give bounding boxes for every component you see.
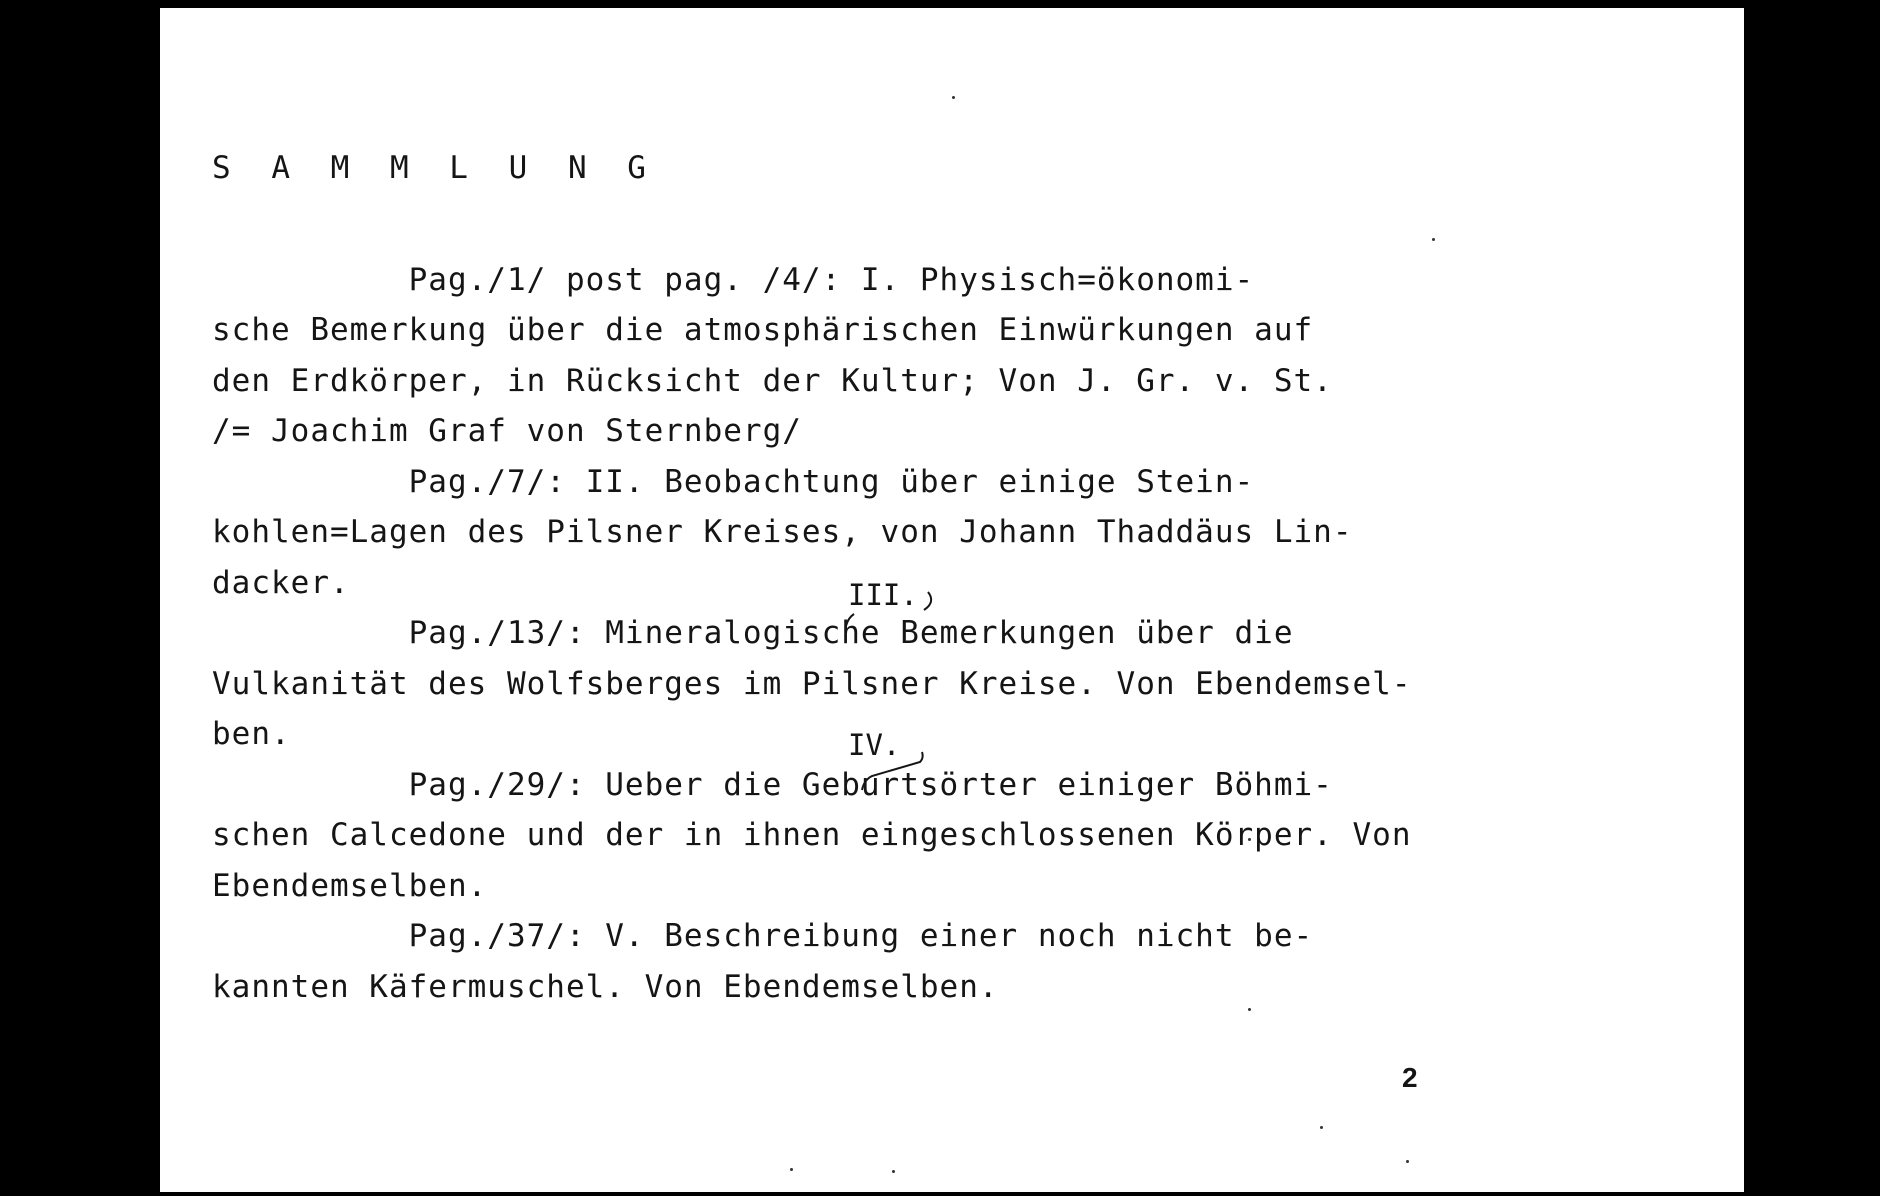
scan-speck [790,1168,793,1171]
text-line-6: kohlen=Lagen des Pilsner Kreises, von Johann Thaddäus Lin- [212,514,1353,550]
text-line-1: Pag./1/ post pag. /4/: I. Physisch=ökonomi- [212,262,1255,298]
handwritten-insert-III: III. [848,578,918,612]
scan-speck [952,96,955,99]
handwritten-insert-IV: IV. [848,728,901,762]
text-line-9: Vulkanität des Wolfsberges im Pilsner Kreise. Von Ebendemsel- [212,666,1412,702]
text-line-3: den Erdkörper, in Rücksicht der Kultur; Von J. Gr. v. St. [212,363,1333,399]
text-line-10: ben. [212,716,291,752]
text-line-12: schen Calcedone und der in ihnen eingeschlossenen Körper. Von [212,817,1412,853]
page-number: 2 [1402,1062,1418,1093]
insert-mark-III [838,584,958,634]
text-line-5: Pag./7/: II. Beobachtung über einige Stein- [212,464,1255,500]
text-line-13: Ebendemselben. [212,868,488,904]
scan-speck [1406,1160,1409,1163]
insert-mark-IV [854,736,934,796]
text-line-2: sche Bemerkung über die atmosphärischen Einwürkungen auf [212,312,1314,348]
text-line-7: dacker. [212,565,350,601]
scan-speck [1320,1126,1323,1129]
scan-speck [1432,238,1435,241]
text-line-15: kannten Käfermuschel. Von Ebendemselben. [212,969,999,1005]
text-line-8: Pag./13/: Mineralogische Bemerkungen über die [212,615,1294,651]
document-heading: S A M M L U N G [212,150,657,186]
text-line-11: Pag./29/: Ueber die Geburtsörter einiger Böhmi- [212,767,1333,803]
scan-speck [892,1170,895,1173]
text-line-14: Pag./37/: V. Beschreibung einer noch nicht be- [212,918,1314,954]
text-line-4: /= Joachim Graf von Sternberg/ [212,413,802,449]
scan-speck [1248,1008,1251,1011]
